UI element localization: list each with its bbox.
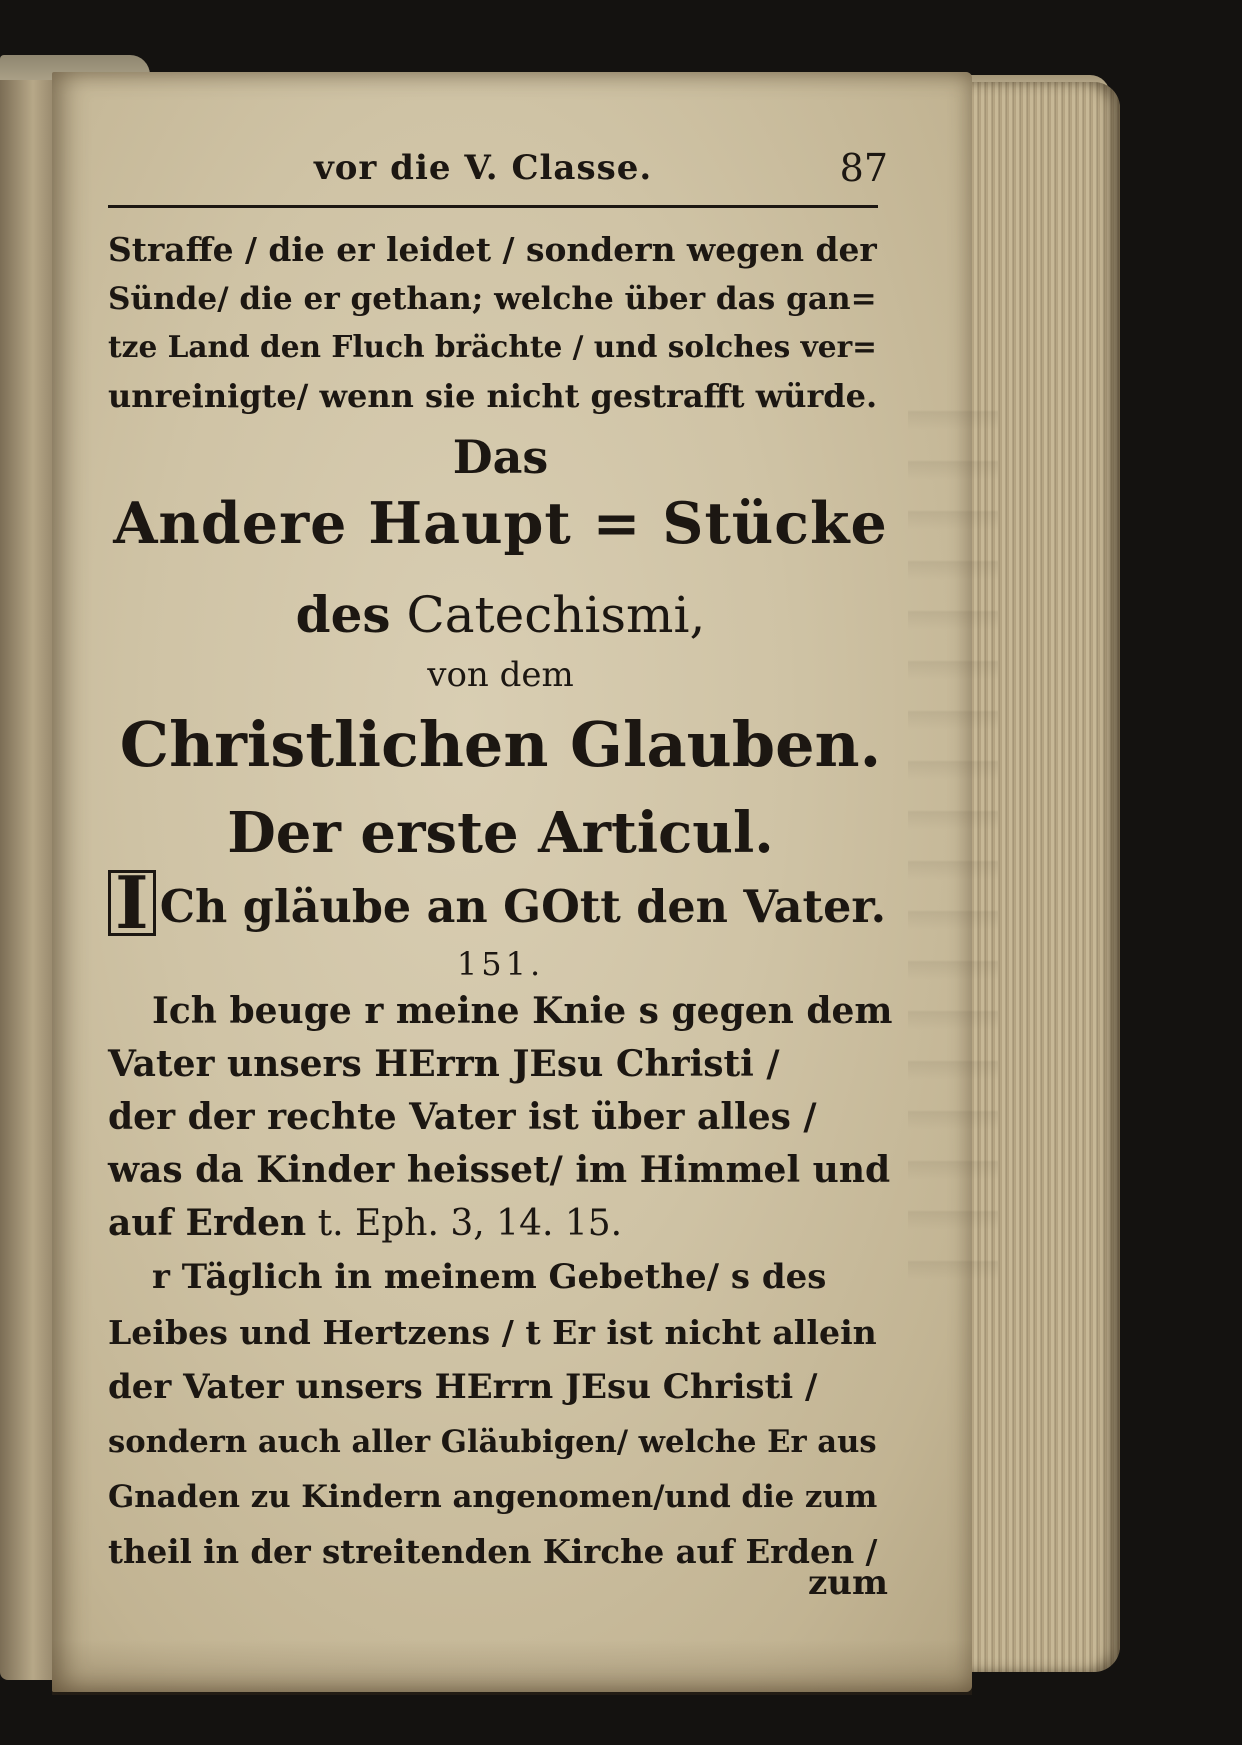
fraktur-text: auf Erden [108,1202,307,1244]
show-through [908,380,998,1280]
text-line: sondern auch aller Gläubigen/ welche Er aus [108,1424,877,1460]
heading-von-dem: von dem [427,655,574,695]
heading-glauben: Christlichen Glauben. [119,708,882,781]
page-shadow [52,1640,972,1695]
text-line: Straffe / die er leidet / sondern wegen der [108,230,877,269]
paragraph-3 [108,1250,893,1580]
text-line: Gnaden zu Kindern angenomen/und die zum [108,1479,878,1515]
creed-line [108,860,893,945]
catchword: zum [807,1563,888,1603]
header-rule [108,205,878,208]
heading-main: Andere Haupt = Stücke [113,490,888,557]
paragraph-1 [108,226,893,420]
text-line: Vater unsers HErrn JEsu Christi / [108,1043,780,1085]
text-line: der Vater unsers HErrn JEsu Christi / [108,1367,818,1407]
bible-reference: Eph. 3, 14. 15. [354,1203,623,1244]
heading-des: des [295,585,391,644]
text-line: r Täglich in meinem Gebethe/ s des [152,1257,827,1297]
text-line: unreinigte/ wenn sie nicht gestrafft würde. [108,376,878,415]
running-head: vor die V. Classe. [314,148,653,188]
footnote-marker: t. [306,1203,355,1244]
heading-des-catechismi [108,585,893,644]
text-line: was da Kinder heisset/ im Himmel und [108,1149,891,1191]
paragraph-2 [108,985,893,1250]
page-header [108,140,888,200]
text-line: Ich beuge r meine Knie s gegen dem [152,990,893,1032]
creed-text: Ch gläube an GOtt den Vater. [159,881,887,933]
heading-artikel: Der erste Articul. [227,800,774,866]
text-line: Sünde/ die er gethan; welche über das gan= [108,280,877,317]
text-line: der der rechte Vater ist über alles / [108,1096,817,1138]
page-number: 87 [839,146,888,190]
heading-catechismi: Catechismi, [406,586,706,644]
left-page [0,80,60,1680]
text-line-reference [108,1197,893,1250]
text-line: tze Land den Fluch brächte / und solches ver= [108,329,877,364]
text-line: Leibes und Hertzens / t Er ist nicht allein [108,1313,877,1352]
text-line: theil in der streitenden Kirche auf Erden / [108,1533,878,1571]
question-number: 151. [456,945,545,983]
heading-das: Das [452,430,549,484]
decorated-initial: I [108,870,156,936]
